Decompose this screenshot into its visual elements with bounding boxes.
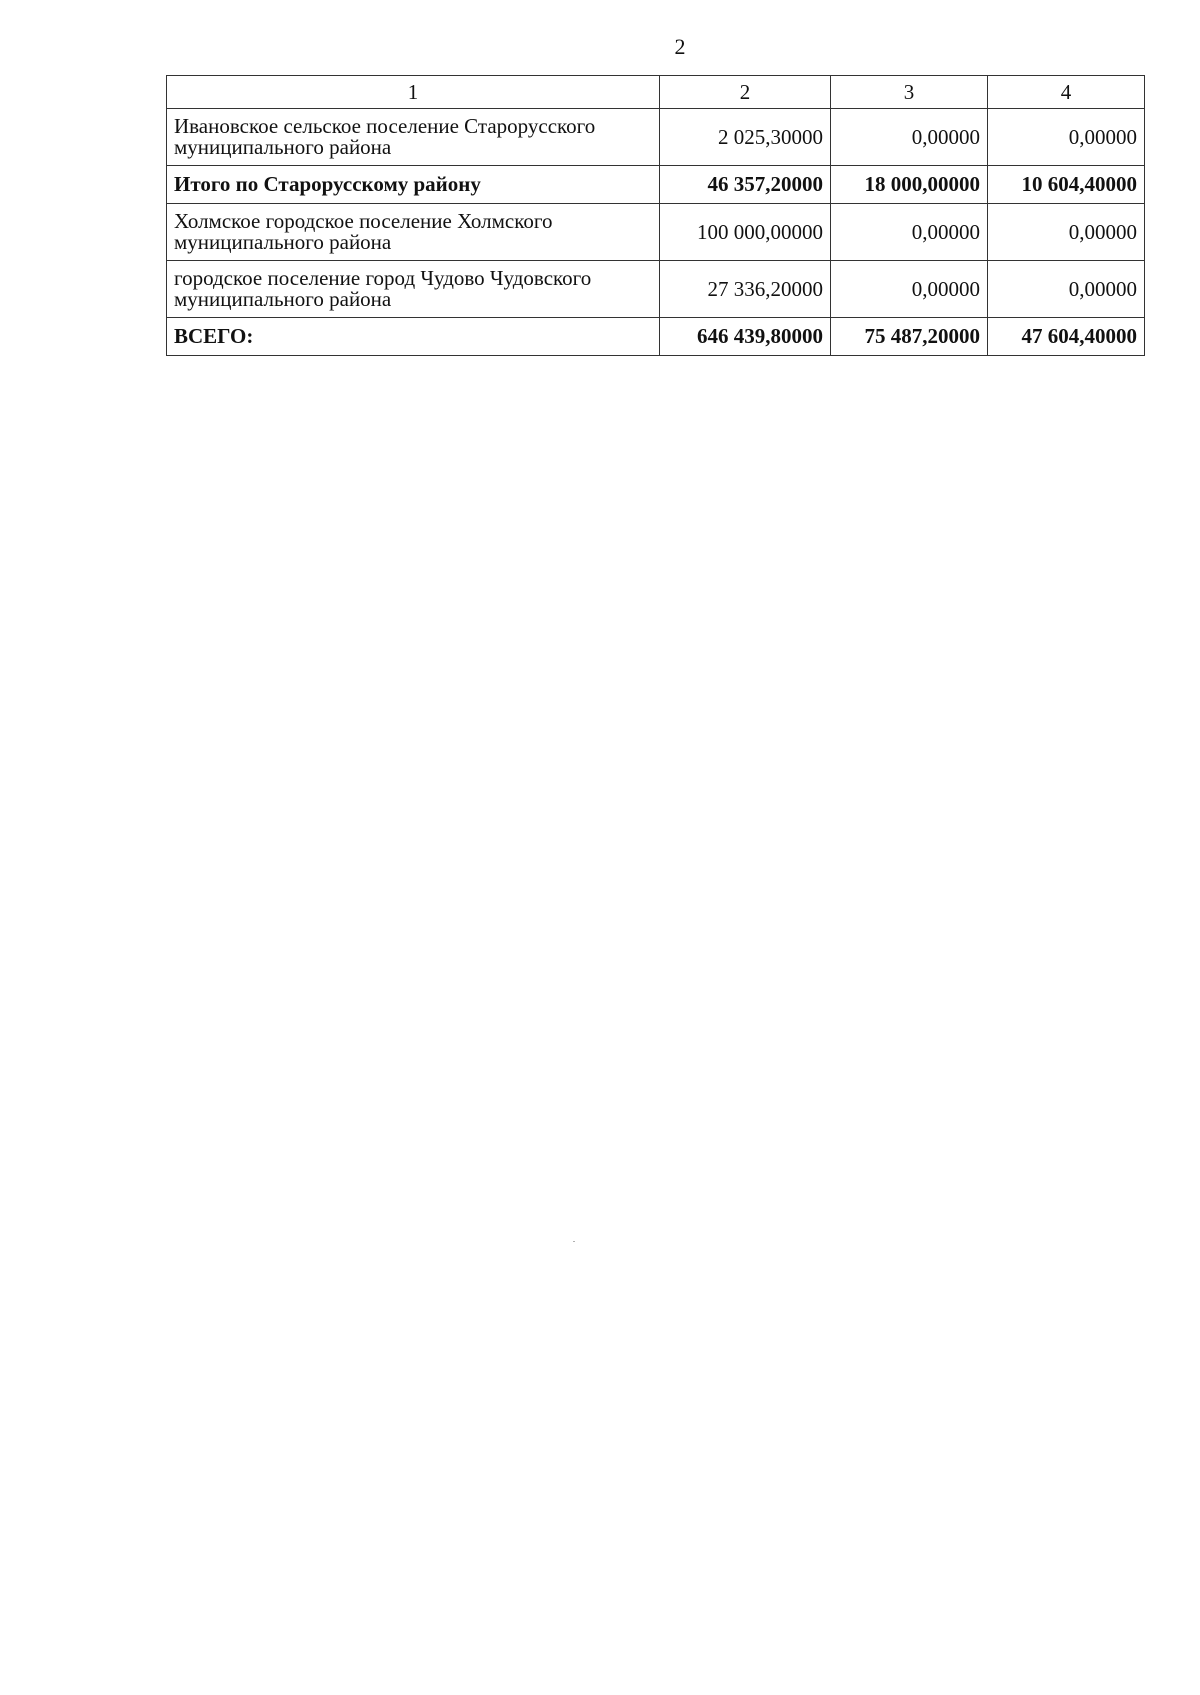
page-number: 2 xyxy=(674,34,686,59)
budget-table xyxy=(166,75,1145,356)
value-cell: 0,00000 xyxy=(831,109,988,166)
subtotal-label: Итого по Старорусскому району xyxy=(167,166,660,204)
value-cell: 0,00000 xyxy=(831,204,988,261)
grand-total-label: ВСЕГО: xyxy=(167,318,660,356)
value-cell: 75 487,20000 xyxy=(831,318,988,356)
column-header: 3 xyxy=(831,76,988,109)
column-header: 1 xyxy=(167,76,660,109)
value-cell: 0,00000 xyxy=(831,261,988,318)
grand-total-row xyxy=(167,318,1145,356)
table-row xyxy=(167,261,1145,318)
value-cell: 18 000,00000 xyxy=(831,166,988,204)
scan-speck xyxy=(573,1241,575,1242)
value-cell: 100 000,00000 xyxy=(660,204,831,261)
column-header: 4 xyxy=(988,76,1145,109)
settlement-name: Холмское городское поселение Холмского муниципального района xyxy=(167,204,660,261)
table-header-row xyxy=(167,76,1145,109)
column-header: 2 xyxy=(660,76,831,109)
value-cell: 27 336,20000 xyxy=(660,261,831,318)
value-cell: 646 439,80000 xyxy=(660,318,831,356)
value-cell: 2 025,30000 xyxy=(660,109,831,166)
value-cell: 0,00000 xyxy=(988,109,1145,166)
settlement-name: Ивановское сельское поселение Старорусского муниципального района xyxy=(167,109,660,166)
value-cell: 0,00000 xyxy=(988,261,1145,318)
value-cell: 0,00000 xyxy=(988,204,1145,261)
value-cell: 46 357,20000 xyxy=(660,166,831,204)
table-row xyxy=(167,204,1145,261)
value-cell: 47 604,40000 xyxy=(988,318,1145,356)
subtotal-row xyxy=(167,166,1145,204)
settlement-name: городское поселение город Чудово Чудовского муниципального района xyxy=(167,261,660,318)
value-cell: 10 604,40000 xyxy=(988,166,1145,204)
table-row xyxy=(167,109,1145,166)
